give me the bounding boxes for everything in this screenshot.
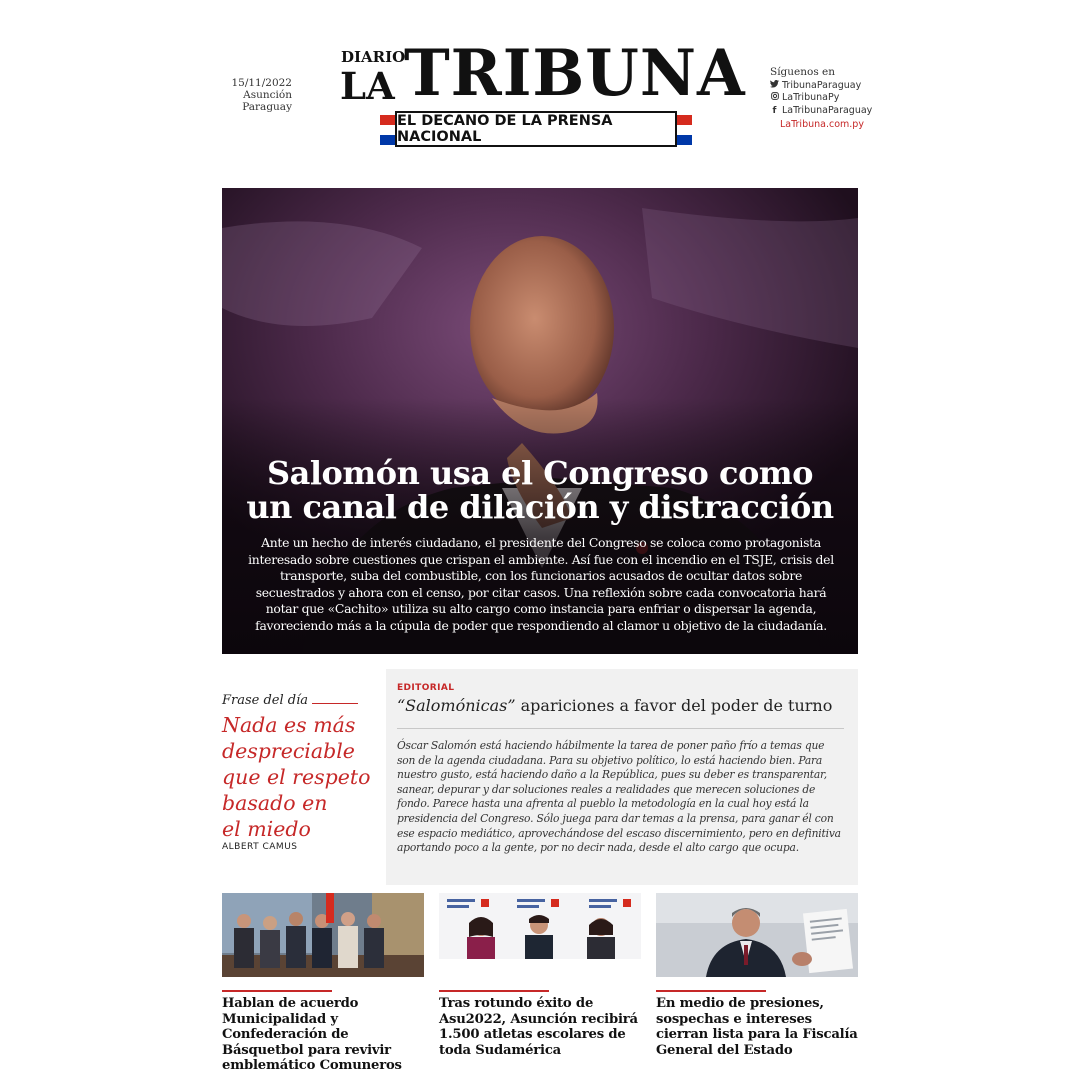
hero-lead: Ante un hecho de interés ciudadano, el presidente del Congreso se coloca como protagonista interesado sobre cuestiones que crispan el ambiente. Así fue con el incendio en el TSJE, crisis del transporte, suba del combustible, con los funcionarios acusados de ocultar datos sobre secuestrados y ahora con el censo, por citar casos. Una reflexión sobre cada convocatoria hará notar que «Cachito» utiliza su alto cargo como instancia para enfriar o dispersar la agenda, favoreciendo más a la cúpula de poder que respondiendo al clamor u objetivo de la ciudadanía. — [248, 535, 834, 633]
social-facebook[interactable] — [770, 105, 910, 118]
editorial-divider — [397, 728, 844, 729]
news-photo-official-document — [656, 893, 858, 977]
facebook-handle: LaTribunaParaguay — [782, 104, 873, 116]
masthead-la: LA — [340, 64, 395, 108]
news-photo-press-conference — [439, 893, 641, 977]
card-accent-rule — [656, 990, 766, 992]
date-location — [228, 77, 292, 113]
follow-label: Síguenos en — [770, 66, 836, 78]
hero-headline — [222, 456, 858, 524]
quote-of-the-day — [222, 693, 382, 852]
card-headline[interactable]: Tras rotundo éxito de Asu2022, Asunción recibirá 1.500 atletas escolares de toda Sudamérica — [439, 996, 638, 1058]
quote-line: el miedo — [222, 817, 311, 841]
quote-label — [222, 693, 382, 708]
quote-text — [222, 712, 382, 842]
news-photo-group-meeting — [222, 893, 424, 977]
card-headline[interactable]: En medio de presiones, sospechas e intereses cierran lista para la Fiscalía General del Estado — [656, 996, 858, 1058]
masthead-logo[interactable] — [340, 36, 746, 148]
card-headline[interactable]: Hablan de acuerdo Municipalidad y Confederación de Básquetbol para revivir emblemático Comuneros — [222, 996, 402, 1073]
editorial-title-quoted: “Salomónicas” — [397, 696, 516, 715]
editorial-tag: EDITORIAL — [397, 683, 455, 693]
card-accent-rule — [439, 990, 549, 992]
quote-author: ALBERT CAMUS — [222, 842, 298, 852]
masthead-name: TRIBUNA — [404, 36, 746, 111]
social-twitter[interactable] — [770, 80, 910, 93]
quote-label-rule — [312, 703, 358, 704]
website-link[interactable]: LaTribuna.com.py — [780, 119, 864, 130]
social-links — [770, 66, 910, 132]
facebook-icon: f — [772, 105, 777, 116]
social-instagram[interactable] — [770, 92, 910, 105]
news-card[interactable] — [439, 893, 641, 1058]
masthead-tagline: EL DECANO DE LA PRENSA NACIONAL — [395, 111, 677, 147]
editorial-body: Óscar Salomón está haciendo hábilmente la tarea de poner paño frío a temas que son de la agenda ciudadana. Para su objetivo político, lo está haciendo bien. Para nuestro gusto, está haciendo daño a la República, pues su deber es transparentar, sanear, depurar y dar soluciones reales a realidades que merecen soluciones de fondo. Parece hasta una afrenta al pueblo la metodología en la cual hoy está la presidencia del Congreso. Sólo juega para dar temas a la prensa, para ganar él con ese espacio mediático, aprovechándose del escaso discernimiento, pero en definitiva aportando poco a la gente, por no decir nada, desde el alto cargo que ocupa. — [397, 739, 841, 855]
quote-line: Nada es más — [222, 713, 356, 737]
hero-headline-line1: Salomón usa el Congreso como — [267, 454, 813, 492]
twitter-icon — [770, 80, 779, 93]
quote-label-text: Frase del día — [222, 693, 309, 708]
issue-city: Asunción — [243, 89, 292, 101]
editorial-title-rest: apariciones a favor del poder de turno — [515, 696, 833, 715]
instagram-icon — [770, 92, 779, 105]
quote-line: despreciable — [222, 739, 355, 763]
quote-line: que el respeto — [222, 765, 371, 789]
instagram-handle: LaTribunaPy — [782, 92, 840, 103]
news-card[interactable] — [222, 893, 424, 1074]
hero-headline-line2: un canal de dilación y distracción — [246, 488, 834, 526]
card-accent-rule — [222, 990, 332, 992]
issue-country: Paraguay — [242, 101, 292, 113]
issue-date: 15/11/2022 — [231, 77, 292, 89]
hero-story[interactable] — [222, 188, 858, 654]
twitter-handle: TribunaParaguay — [782, 79, 862, 91]
quote-line: basado en — [222, 791, 328, 815]
masthead-diario: DIARIO — [341, 48, 406, 66]
editorial-box[interactable] — [386, 669, 858, 885]
news-card[interactable] — [656, 893, 858, 1058]
editorial-title — [397, 696, 844, 715]
